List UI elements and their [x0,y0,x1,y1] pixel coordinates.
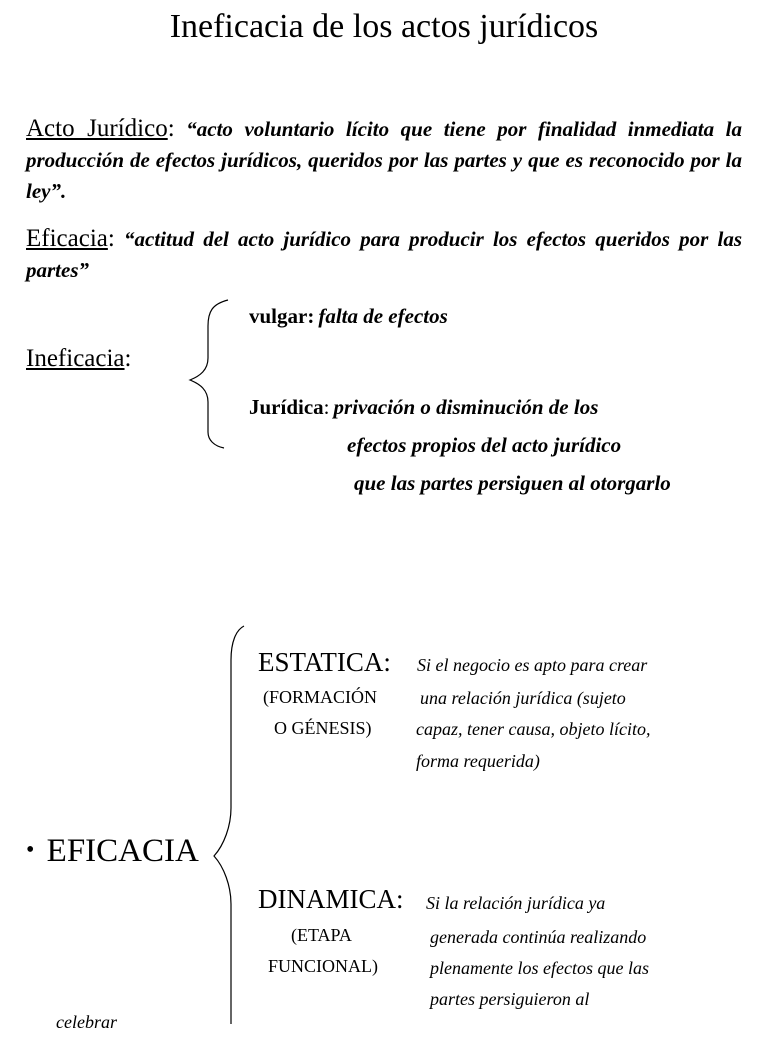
acto-juridico-colon: : [167,115,175,142]
eficacia-colon: : [107,225,115,252]
dinamica-text-line: partes persiguieron al [430,989,590,1009]
estatica-sub-line: O GÉNESIS) [274,718,372,738]
juridica-label: Jurídica [249,395,324,419]
estatica-text-line: una relación jurídica (sujeto [420,688,626,708]
dinamica-label: DINAMICA: [258,884,404,914]
juridica-text-line: privación o disminución de los [333,395,599,419]
estatica-text-line: Si el negocio es apto para crear [417,655,648,675]
dinamica-overflow-text: celebrar [56,1012,117,1032]
ineficacia-colon: : [124,345,132,372]
eficacia-term: Eficacia [26,225,108,252]
dinamica-text-line: generada continúa realizando [430,927,647,947]
dinamica-text-line: plenamente los efectos que las [430,958,649,978]
dinamica-sub-line: (ETAPA [291,925,352,945]
dinamica-sub-line: FUNCIONAL) [268,956,378,976]
estatica-label: ESTATICA: [258,647,391,677]
acto-juridico-definition: “acto voluntario lícito que tiene por finalidad inmediata la producción de efectos jurídicos, queridos por las partes y que es reconocido por la ley” [26,117,743,203]
estatica-text-line: capaz, tener causa, objeto lícito, [416,719,651,739]
ineficacia-term: Ineficacia [26,345,125,372]
eficacia-brace-icon [214,626,244,1024]
acto-juridico-term: Acto Jurídico [26,115,168,142]
ineficacia-brace-icon [190,300,228,448]
vulgar-label: vulgar: [249,304,315,328]
vulgar-text: falta de efectos [318,304,448,328]
estatica-sub-line: (FORMACIÓN [263,687,378,707]
juridica-text-line: que las partes persiguen al otorgarlo [354,471,671,495]
juridica-text-line: efectos propios del acto jurídico [347,433,622,457]
estatica-text-line: forma requerida) [416,751,540,771]
page-title: Ineficacia de los actos jurídicos [169,8,599,45]
bullet-icon: • [26,837,35,863]
eficacia-bullet-label: EFICACIA [46,833,199,869]
acto-juridico-end: . [60,179,67,203]
juridica-colon: : [323,395,330,419]
dinamica-text-line: Si la relación jurídica ya [426,893,606,913]
eficacia-definition: “actitud del acto jurídico para producir los efectos queridos por las partes” [26,227,743,282]
